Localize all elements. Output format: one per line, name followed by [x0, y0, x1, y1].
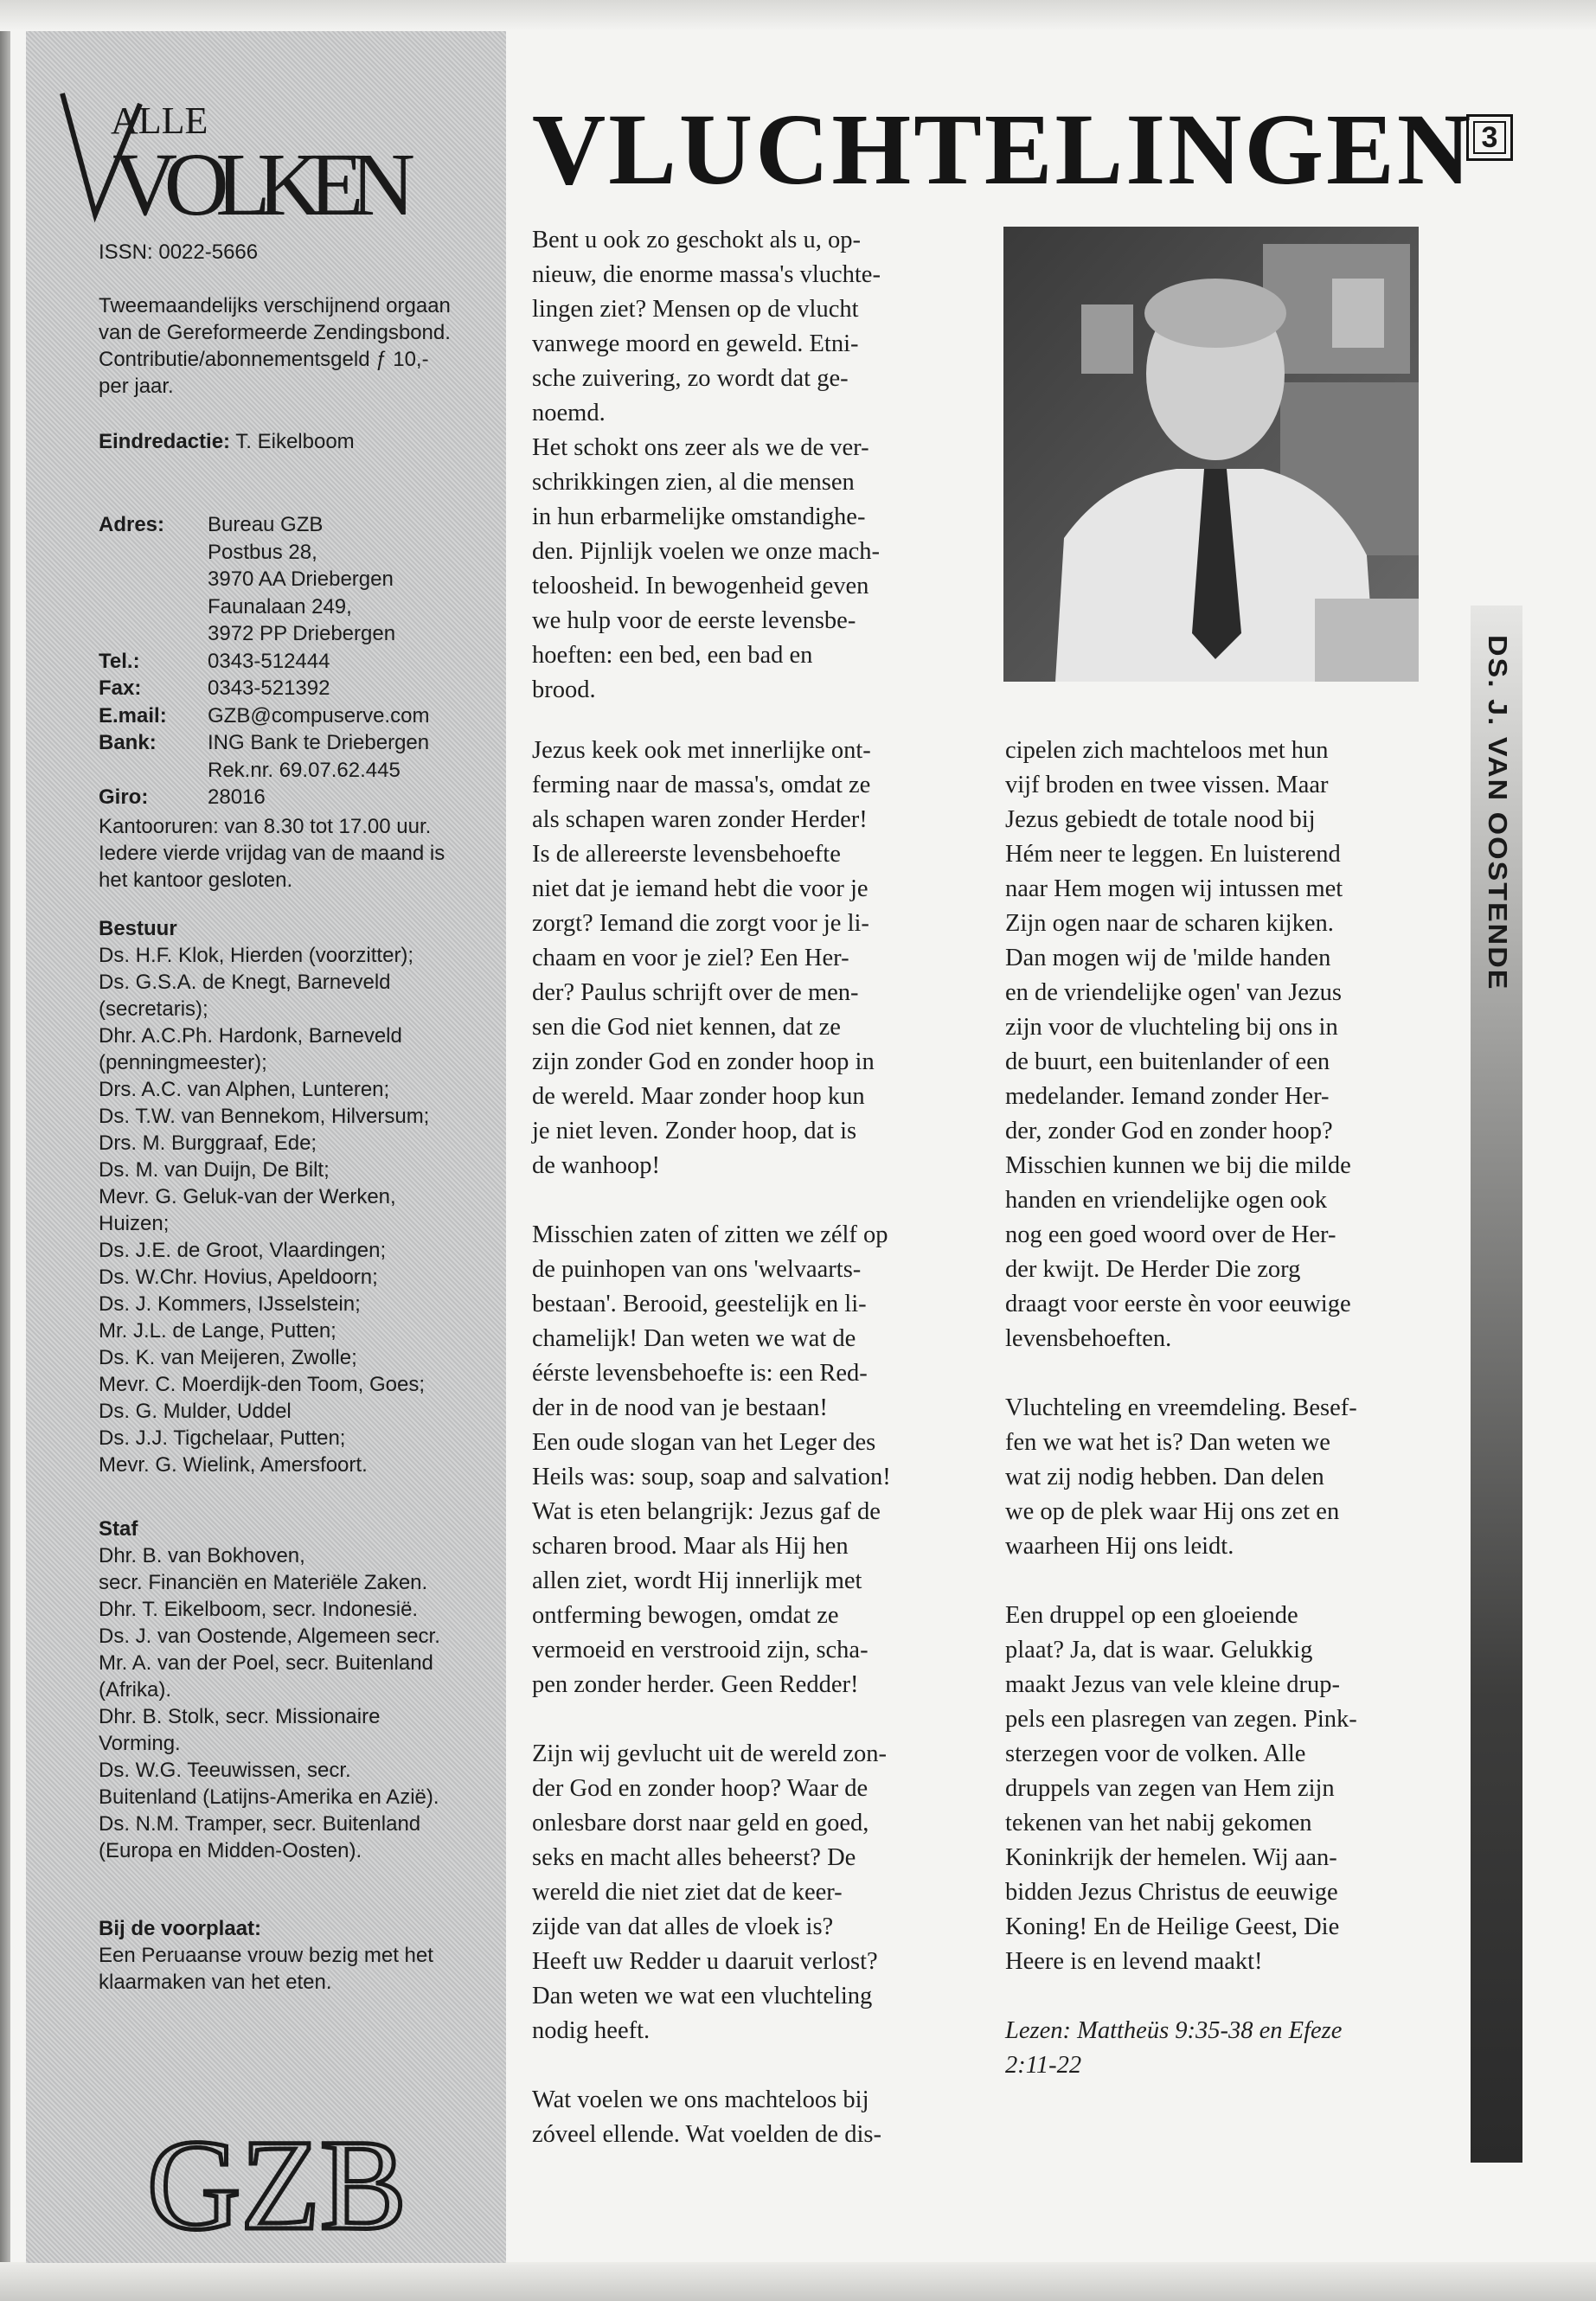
page-title: VLUCHTELINGEN: [532, 93, 1474, 206]
board-member: Ds. H.F. Klok, Hierden (voorzitter);: [99, 944, 414, 967]
text-line: Hém neer te leggen. En luisterend: [1005, 841, 1341, 868]
staff-member: Ds. N.M. Tramper, secr. Buitenland: [99, 1812, 421, 1836]
board-member: Huizen;: [99, 1212, 170, 1235]
text-line: Wat voelen we ons machteloos bij: [532, 2086, 869, 2113]
text-line: brood.: [532, 676, 596, 703]
staff-member: Ds. W.G. Teeuwissen, secr.: [99, 1759, 351, 1782]
board-heading: Bestuur: [99, 917, 177, 940]
staff-member: Vorming.: [99, 1732, 181, 1755]
text-line: als schapen waren zonder Herder!: [532, 806, 868, 833]
board-member: Ds. M. van Duijn, De Bilt;: [99, 1158, 330, 1182]
text-line: Wat is eten belangrijk: Jezus gaf de: [532, 1498, 881, 1525]
board-member: (penningmeester);: [99, 1051, 267, 1074]
phone-value: 0343-512444: [208, 649, 330, 673]
text-line: handen en vriendelijke ogen ook: [1005, 1187, 1327, 1214]
text-line: Bent u ook zo geschokt als u, op-: [532, 227, 861, 253]
text-line: draagt voor eerste èn voor eeuwige: [1005, 1291, 1351, 1317]
email-key: E.mail:: [99, 703, 167, 727]
paragraph: [532, 431, 965, 708]
text-line: pen zonder herder. Geen Redder!: [532, 1671, 859, 1698]
page-number-box: [1466, 114, 1513, 161]
office-hours-line: Iedere vierde vrijdag van de maand is: [99, 842, 445, 865]
office-hours-line: het kantoor gesloten.: [99, 868, 293, 892]
board-member: Ds. J. Kommers, IJsselstein;: [99, 1292, 361, 1316]
cover-caption: [99, 1915, 522, 1996]
article-column-right: [1005, 734, 1438, 2118]
text-line: levensbehoeften.: [1005, 1325, 1172, 1352]
text-line: we op de plek waar Hij ons zet en: [1005, 1498, 1340, 1525]
text-line: zijde van dat alles de vloek is?: [532, 1913, 834, 1940]
board-member: Drs. M. Burggraaf, Ede;: [99, 1131, 317, 1155]
text-line: medelander. Iemand zonder Her-: [1005, 1083, 1330, 1110]
editor-line: [99, 428, 522, 455]
editor-label: Eindredactie:: [99, 430, 231, 453]
office-hours-line: Kantooruren: van 8.30 tot 17.00 uur.: [99, 815, 432, 838]
text-line: Dan weten we wat een vluchteling: [532, 1983, 873, 2009]
author-name: DS. J. VAN OOSTENDE: [1482, 635, 1512, 991]
author-photo: [1003, 227, 1419, 682]
fax-key: Fax:: [99, 676, 142, 700]
intro-block: [99, 292, 522, 400]
paragraph: [532, 223, 965, 431]
text-line: zijn voor de vluchteling bij ons in: [1005, 1014, 1338, 1041]
board-member: Ds. W.Chr. Hovius, Apeldoorn;: [99, 1266, 378, 1289]
text-line: plaat? Ja, dat is waar. Gelukkig: [1005, 1637, 1313, 1663]
text-line: Heere is en levend maakt!: [1005, 1948, 1263, 1975]
text-line: der in de nood van je bestaan!: [532, 1394, 828, 1421]
staff-member: secr. Financiën en Materiële Zaken.: [99, 1571, 428, 1594]
text-line: nieuw, die enorme massa's vluchte-: [532, 261, 881, 288]
text-line: wereld die niet ziet dat de keer-: [532, 1879, 843, 1906]
text-line: nodig heeft.: [532, 2017, 651, 2044]
text-line: Een druppel op een gloeiende: [1005, 1602, 1298, 1629]
text-line: éérste levensbehoefte is: een Red-: [532, 1360, 868, 1387]
fax-value: 0343-521392: [208, 676, 330, 700]
scripture-reading: [1005, 2014, 1438, 2083]
email-row: [99, 702, 522, 730]
text-line: Vluchteling en vreemdeling. Besef-: [1005, 1394, 1357, 1421]
text-line: vanwege moord en geweld. Etni-: [532, 330, 859, 357]
giro-key: Giro:: [99, 785, 149, 809]
staff-member: Dhr. T. Eikelboom, secr. Indonesië.: [99, 1598, 419, 1621]
text-line: teloosheid. In bewogenheid geven: [532, 573, 869, 599]
text-line: 2:11-22: [1005, 2052, 1082, 2079]
text-line: allen ziet, wordt Hij innerlijk met: [532, 1567, 862, 1594]
paragraph: [532, 1218, 965, 1702]
page-top-edge: [0, 0, 1596, 31]
address-row: [99, 511, 522, 648]
board-member: Mevr. C. Moerdijk-den Toom, Goes;: [99, 1373, 426, 1396]
office-hours: [99, 813, 522, 894]
author-label: [1471, 606, 1522, 1021]
board-list: [99, 915, 522, 1478]
gzb-logo: [138, 2107, 415, 2280]
phone-key: Tel.:: [99, 649, 140, 673]
board-member: Mr. J.L. de Lange, Putten;: [99, 1319, 337, 1343]
text-line: druppels van zegen van Hem zijn: [1005, 1775, 1335, 1802]
text-line: Misschien zaten of zitten we zélf op: [532, 1221, 888, 1248]
text-line: Dan mogen wij de 'milde handen: [1005, 945, 1331, 971]
cover-heading: Bij de voorplaat:: [99, 1917, 262, 1940]
text-line: sche zuivering, zo wordt dat ge-: [532, 365, 849, 392]
intro-line: van de Gereformeerde Zendingsbond.: [99, 321, 451, 344]
text-line: ontferming bewogen, omdat ze: [532, 1602, 839, 1629]
cover-line: Een Peruaanse vrouw bezig met het: [99, 1944, 433, 1967]
text-line: der? Paulus schrijft over de men-: [532, 979, 859, 1006]
paragraph: [1005, 1391, 1438, 1564]
intro-line: Tweemaandelijks verschijnend orgaan: [99, 294, 451, 317]
staff-list: [99, 1516, 522, 1864]
text-line: de wanhoop!: [532, 1152, 660, 1179]
text-line: den. Pijnlijk voelen we onze mach-: [532, 538, 881, 565]
text-line: Koning! En de Heilige Geest, Die: [1005, 1913, 1340, 1940]
board-member: Ds. T.W. van Bennekom, Hilversum;: [99, 1105, 430, 1128]
address-table: [99, 511, 522, 811]
intro-line: per jaar.: [99, 375, 174, 398]
text-line: niet dat je iemand hebt die voor je: [532, 875, 869, 902]
staff-member: (Europa en Midden-Oosten).: [99, 1839, 362, 1862]
text-line: noemd.: [532, 400, 606, 426]
cover-line: klaarmaken van het eten.: [99, 1971, 332, 1994]
staff-member: Ds. J. van Oostende, Algemeen secr.: [99, 1625, 440, 1648]
address-value: Postbus 28,: [208, 540, 317, 564]
text-line: chamelijk! Dan weten we wat de: [532, 1325, 856, 1352]
text-line: nog een goed woord over de Her-: [1005, 1221, 1336, 1248]
staff-member: Mr. A. van der Poel, secr. Buitenland: [99, 1651, 433, 1675]
giro-value: 28016: [208, 785, 266, 809]
text-line: Heeft uw Redder u daaruit verlost?: [532, 1948, 878, 1975]
text-line: maakt Jezus van vele kleine drup-: [1005, 1671, 1340, 1698]
text-line: Jezus keek ook met innerlijke ont-: [532, 737, 871, 764]
board-member: Mevr. G. Wielink, Amersfoort.: [99, 1453, 368, 1477]
text-line: seks en macht alles beheerst? De: [532, 1844, 856, 1871]
paragraph: [1005, 1599, 1438, 1979]
text-line: je niet leven. Zonder hoop, dat is: [532, 1118, 857, 1144]
staff-member: Buitenland (Latijns-Amerika en Azië).: [99, 1785, 439, 1809]
address-key: Adres:: [99, 513, 165, 536]
text-line: sen die God niet kennen, dat ze: [532, 1014, 841, 1041]
text-line: vijf broden en twee vissen. Maar: [1005, 772, 1329, 798]
text-line: waarheen Hij ons leidt.: [1005, 1533, 1234, 1560]
board-member: Mevr. G. Geluk-van der Werken,: [99, 1185, 396, 1208]
board-member: Ds. J.J. Tigchelaar, Putten;: [99, 1426, 346, 1450]
board-member: (secretaris);: [99, 997, 208, 1021]
staff-heading: Staf: [99, 1517, 138, 1541]
text-line: vermoeid en verstrooid zijn, scha-: [532, 1637, 869, 1663]
text-line: sterzegen voor de volken. Alle: [1005, 1740, 1306, 1767]
bank-value: Rek.nr. 69.07.62.445: [208, 758, 401, 782]
text-line: Is de allereerste levensbehoefte: [532, 841, 841, 868]
text-line: Zijn ogen naar de scharen kijken.: [1005, 910, 1334, 937]
paragraph: [532, 2083, 965, 2152]
paragraph: [532, 734, 965, 1183]
page-number: 3: [1473, 121, 1506, 154]
text-line: zorgt? Iemand die zorgt voor je li-: [532, 910, 869, 937]
gzb-logo-text: GZB: [147, 2113, 407, 2257]
text-line: tekenen van het nabij gekomen: [1005, 1810, 1312, 1836]
paragraph: [532, 1737, 965, 2048]
board-member: Dhr. A.C.Ph. Hardonk, Barneveld: [99, 1024, 402, 1048]
text-line: we hulp voor de eerste levensbe-: [532, 607, 856, 634]
issn-text: ISSN: 0022-5666: [99, 240, 259, 264]
board-member: Ds. G.S.A. de Knegt, Barneveld: [99, 971, 391, 994]
text-line: scharen brood. Maar als Hij hen: [532, 1533, 849, 1560]
text-line: Lezen: Mattheüs 9:35-38 en Efeze: [1005, 2017, 1343, 2044]
bank-row: [99, 729, 522, 784]
text-line: de wereld. Maar zonder hoop kun: [532, 1083, 865, 1110]
text-line: Zijn wij gevlucht uit de wereld zon-: [532, 1740, 887, 1767]
text-line: en de vriendelijke ogen' van Jezus: [1005, 979, 1342, 1006]
address-value: 3972 PP Driebergen: [208, 622, 396, 645]
text-line: in hun erbarmelijke omstandighe-: [532, 503, 866, 530]
giro-row: [99, 784, 522, 811]
text-line: der kwijt. De Herder Die zorg: [1005, 1256, 1301, 1283]
text-line: wat zij nodig hebben. Dan delen: [1005, 1464, 1324, 1490]
text-line: zóveel ellende. Wat voelden de dis-: [532, 2121, 881, 2148]
issn: [99, 239, 522, 266]
article-column-left: [532, 734, 965, 2187]
text-line: ferming naar de massa's, omdat ze: [532, 772, 871, 798]
colophon-sidebar: [26, 31, 506, 2263]
editor-value: T. Eikelboom: [235, 430, 355, 453]
text-line: Het schokt ons zeer als we de ver-: [532, 434, 869, 461]
paragraph: [1005, 734, 1438, 1356]
board-member: Ds. K. van Meijeren, Zwolle;: [99, 1346, 357, 1369]
board-member: Ds. J.E. de Groot, Vlaardingen;: [99, 1239, 387, 1262]
bank-key: Bank:: [99, 731, 157, 754]
intro-line: Contributie/abonnementsgeld ƒ 10,-: [99, 348, 429, 371]
phone-row: [99, 648, 522, 676]
article-column-top: [532, 223, 965, 742]
bank-value: ING Bank te Driebergen: [208, 731, 430, 754]
text-line: Jezus gebiedt de totale nood bij: [1005, 806, 1316, 833]
text-line: zijn zonder God en zonder hoop in: [532, 1048, 875, 1075]
address-value: 3970 AA Driebergen: [208, 567, 394, 591]
text-line: bidden Jezus Christus de eeuwige: [1005, 1879, 1338, 1906]
text-line: der God en zonder hoop? Waar de: [532, 1775, 869, 1802]
board-member: Drs. A.C. van Alphen, Lunteren;: [99, 1078, 390, 1101]
text-line: Misschien kunnen we bij die milde: [1005, 1152, 1351, 1179]
text-line: hoeften: een bed, een bad en: [532, 642, 813, 669]
staff-member: Dhr. B. Stolk, secr. Missionaire: [99, 1705, 381, 1728]
text-line: onlesbare dorst naar geld en goed,: [532, 1810, 869, 1836]
staff-member: Dhr. B. van Bokhoven,: [99, 1544, 305, 1567]
text-line: de buurt, een buitenlander of een: [1005, 1048, 1330, 1075]
logo-bottom-text: VOLKEN: [112, 135, 415, 234]
alle-volken-logo: [57, 85, 420, 240]
text-line: bestaan'. Berooid, geestelijk en li-: [532, 1291, 867, 1317]
text-line: fen we wat het is? Dan weten we: [1005, 1429, 1330, 1456]
email-value: GZB@compuserve.com: [208, 703, 430, 727]
text-line: Koninkrijk der hemelen. Wij aan-: [1005, 1844, 1337, 1871]
text-line: schrikkingen zien, al die mensen: [532, 469, 855, 496]
fax-row: [99, 675, 522, 702]
text-line: cipelen zich machteloos met hun: [1005, 737, 1329, 764]
text-line: pels een plasregen van zegen. Pink-: [1005, 1706, 1357, 1733]
text-line: der, zonder God en zonder hoop?: [1005, 1118, 1333, 1144]
text-line: lingen ziet? Mensen op de vlucht: [532, 296, 859, 323]
address-value: Bureau GZB: [208, 513, 324, 536]
text-line: Een oude slogan van het Leger des: [532, 1429, 876, 1456]
binding-edge: [0, 31, 10, 2272]
board-member: Ds. G. Mulder, Uddel: [99, 1400, 292, 1423]
text-line: naar Hem mogen wij intussen met: [1005, 875, 1343, 902]
text-line: Heils was: soup, soap and salvation!: [532, 1464, 891, 1490]
text-line: de puinhopen van ons 'welvaarts-: [532, 1256, 862, 1283]
address-value: Faunalaan 249,: [208, 594, 352, 619]
logo-top-text: ALLE: [111, 99, 208, 142]
staff-member: (Afrika).: [99, 1678, 171, 1702]
text-line: chaam en voor je ziel? Een Her-: [532, 945, 849, 971]
